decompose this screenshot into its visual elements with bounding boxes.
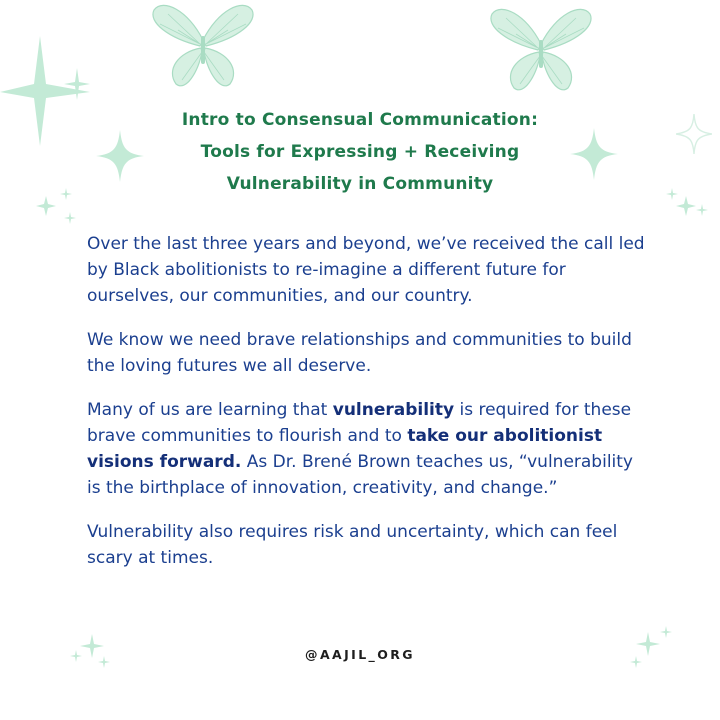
title-line-3: Vulnerability in Community	[226, 174, 494, 194]
paragraph-3-text: is required for these brave communities to flourish and to	[87, 400, 632, 446]
paragraph-3-text: Many of us are learning that	[87, 400, 333, 420]
body-copy	[87, 231, 647, 589]
paragraph-2: We know we need brave relationships and communities to build the loving futures we all deserve.	[87, 330, 632, 376]
emphasis-vulnerability: vulnerability	[332, 400, 455, 420]
title-line-2: Tools for Expressing + Receiving	[200, 142, 520, 162]
page-title	[0, 104, 720, 200]
sparkle-icon	[64, 68, 90, 100]
butterfly-icon	[148, 0, 258, 92]
title-line-1: Intro to Consensual Communication:	[181, 110, 539, 130]
paragraph-4: Vulnerability also requires risk and uncertainty, which can feel scary at times.	[87, 522, 618, 568]
butterfly-icon	[486, 4, 596, 96]
social-handle: @AAJIL_ORG	[305, 647, 415, 662]
paragraph-3	[87, 397, 647, 501]
paragraph-1: Over the last three years and beyond, we’ve received the call led by Black abolitionists to re-imagine a different future for ourselves, our communities, and our country.	[87, 234, 645, 306]
paragraph-3-text: As Dr. Brené Brown teaches us, “vulnerability is the birthplace of innovation, creativity, and change.”	[87, 452, 633, 498]
emphasis-visions: take our abolitionist visions forward.	[87, 426, 603, 472]
